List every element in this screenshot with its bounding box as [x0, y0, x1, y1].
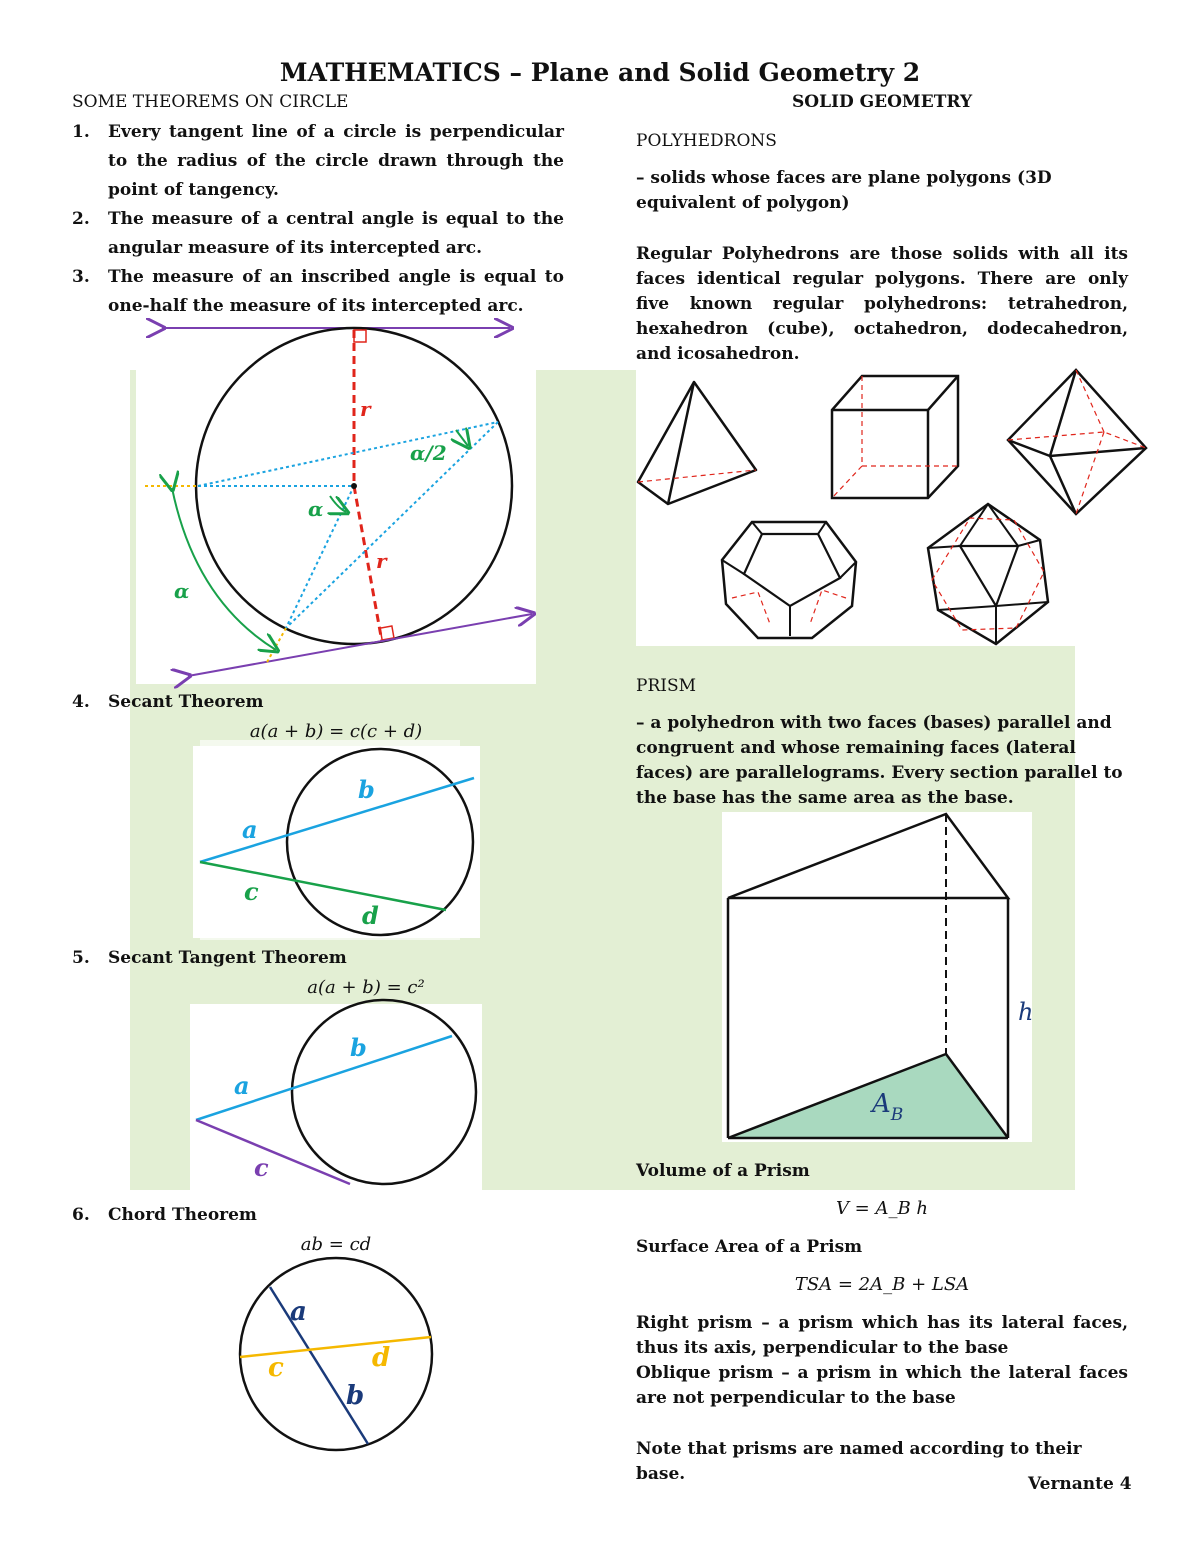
secant-label-b: b — [358, 775, 375, 804]
secant-name: Secant Theorem — [108, 692, 264, 712]
page-title: MATHEMATICS – Plane and Solid Geometry 2 — [279, 58, 921, 87]
secant-tangent-name: Secant Tangent Theorem — [108, 948, 347, 968]
secant-label-d: d — [362, 901, 379, 930]
volume-formula: V = A_B h — [835, 1198, 929, 1219]
secant-tangent-formula: a(a + b) = c² — [307, 977, 425, 998]
prism-base-area-subscript: B — [890, 1105, 904, 1125]
prism-heading: PRISM — [636, 676, 697, 696]
oblique-prism-text: – a prism in which the lateral faces are not perpendicular to the base — [636, 1363, 1129, 1408]
prism-base-fill — [728, 1054, 1008, 1138]
regular-term: Regular Polyhedrons — [636, 244, 840, 264]
polyhedrons-definition: – solids whose faces are plane polygons (3D equivalent of polygon) — [636, 168, 1052, 213]
prism-top-face — [728, 814, 1008, 898]
oblique-prism-definition — [636, 1361, 1128, 1411]
chord-formula: ab = cd — [300, 1234, 372, 1255]
chord-label-b: b — [346, 1381, 365, 1411]
right-prism-definition — [636, 1311, 1128, 1361]
secant-formula: a(a + b) = c(c + d) — [249, 721, 423, 742]
prism-height-label: h — [1018, 998, 1034, 1026]
theorem-number: 1. — [72, 122, 90, 142]
radius-label-bottom: r — [376, 549, 387, 573]
prism-definition: – a polyhedron with two faces (bases) parallel and congruent and whose remaining faces (lateral faces) are parallelograms. Every section parallel to the base has the same area as the base. — [636, 713, 1123, 808]
volume-label: Volume of a Prism — [636, 1161, 810, 1181]
half-alpha-label: α/2 — [410, 441, 447, 465]
chord-label-a: a — [290, 1297, 307, 1327]
secant-label-c: c — [244, 877, 259, 906]
oblique-prism-term: Oblique prism — [636, 1363, 774, 1383]
regular-text: are those solids with all its faces identical regular polygons. There are only five known regular polyhedrons: tetrahedron, hexahedron (cube), octahedron, dodecahedron, and icosahedron. — [636, 244, 1128, 364]
central-alpha-label: α — [308, 497, 324, 521]
polyhedrons-heading: POLYHEDRONS — [636, 131, 777, 151]
theorem-number: 3. — [72, 267, 90, 287]
chord-label-d: d — [372, 1343, 391, 1373]
secant-num: 4. — [72, 692, 90, 712]
theorem-text: The measure of an inscribed angle is equal to one-half the measure of its intercepted arc. — [108, 267, 564, 316]
secant-tangent-num: 5. — [72, 948, 90, 968]
secant-label-a: a — [242, 815, 258, 844]
surface-formula: TSA = 2A_B + LSA — [794, 1274, 970, 1295]
right-prism-text: – a prism which has its lateral faces, thus its axis, perpendicular to the base — [636, 1313, 1128, 1358]
right-prism-term: Right prism — [636, 1313, 753, 1333]
secant-tangent-label-a: a — [234, 1071, 250, 1100]
radius-label-top: r — [360, 397, 371, 421]
theorem-text: The measure of a central angle is equal to the angular measure of its intercepted arc. — [108, 209, 564, 258]
surface-label: Surface Area of a Prism — [636, 1237, 863, 1257]
secant-tangent-label-b: b — [350, 1033, 367, 1062]
page-footer: Vernante 4 — [1028, 1474, 1132, 1494]
chord-name: Chord Theorem — [108, 1205, 257, 1225]
secant-tangent-label-c: c — [254, 1153, 269, 1182]
arc-alpha-label: α — [174, 579, 190, 603]
left-heading: SOME THEOREMS ON CIRCLE — [72, 92, 349, 112]
chord-label-c: c — [268, 1353, 284, 1383]
prism-base-area-letter: A — [872, 1089, 891, 1119]
prism-note: Note that prisms are named according to their base. — [636, 1439, 1082, 1484]
right-heading: SOLID GEOMETRY — [792, 92, 973, 112]
chord-num: 6. — [72, 1205, 90, 1225]
theorem-number: 2. — [72, 209, 90, 229]
theorem-text: Every tangent line of a circle is perpendicular to the radius of the circle drawn through the point of tangency. — [108, 122, 564, 200]
